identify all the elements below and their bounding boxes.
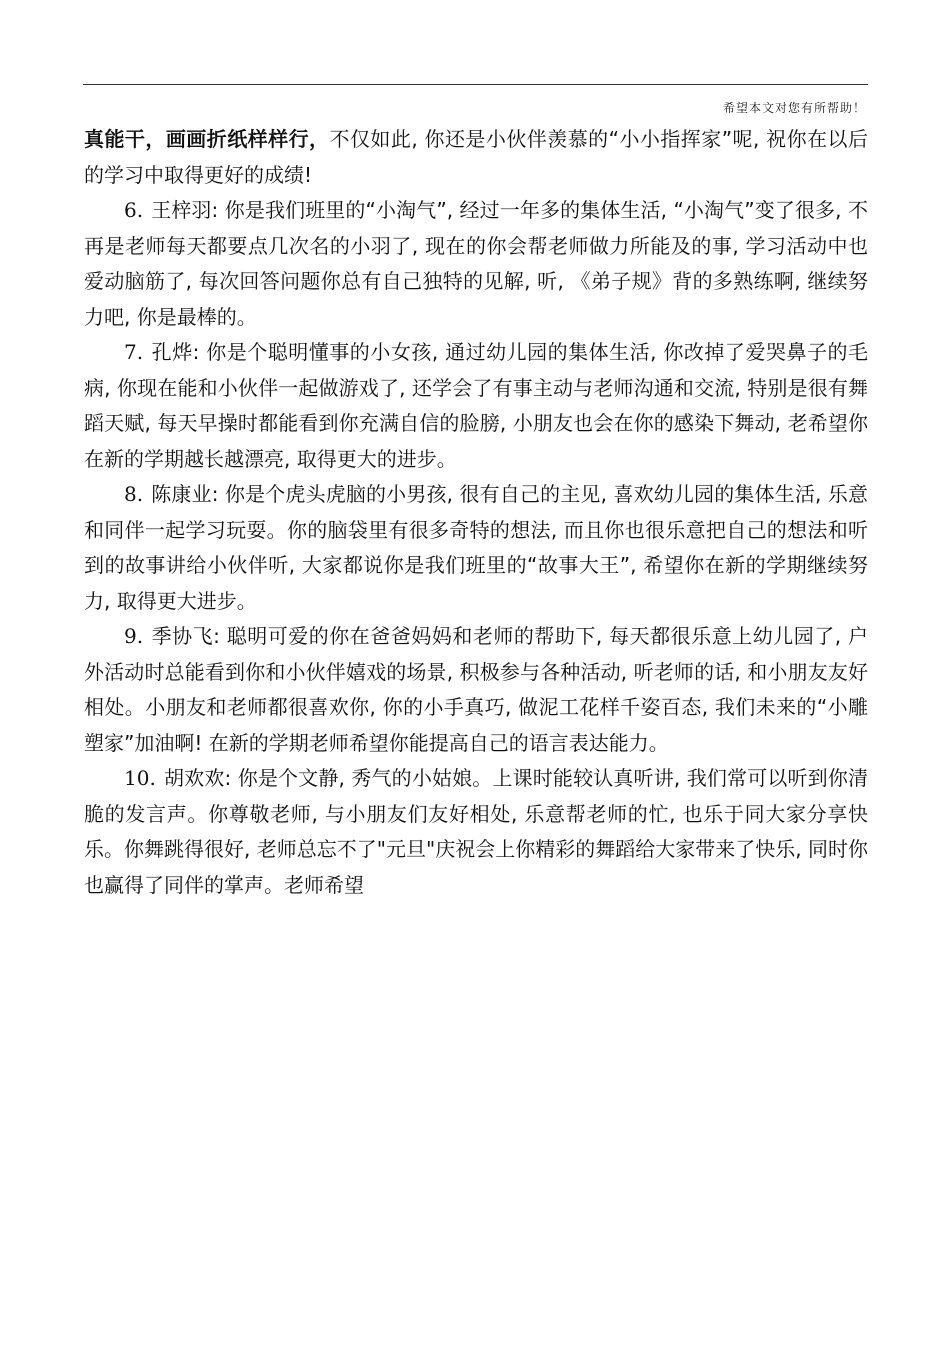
paragraph-item-8 [84,477,868,619]
paragraph-continuation [84,122,868,193]
paragraph-item-10 [84,761,868,903]
header-note: 希望本文对您有所帮助！ [722,101,866,115]
paragraph-number: 8. [124,482,144,506]
paragraph-text: 不仅如此, 你还是小伙伴羡慕的“小小指挥家”呢, 祝你在以后的学习中取得更好的成绩! [84,127,869,187]
header-rule [83,84,868,85]
paragraph-text: 孔烨: 你是个聪明懂事的小女孩, 通过幼儿园的集体生活, 你改掉了爱哭鼻子的毛病, 你现在能和小伙伴一起做游戏了, 还学会了有事主动与老师沟通和交流, 特别是很有舞蹈天赋, 每天早操时都能看到你充满自信的脸膀, 小朋友也会在你的感染下舞动, 老希望你在新的学期越长越漂亮, 取得更大的进步。 [84,340,868,471]
paragraph-item-6 [84,193,868,335]
paragraph-text: 王梓羽: 你是我们班里的“小淘气”, 经过一年多的集体生活, “小淘气”变了很多, 不再是老师每天都要点几次名的小羽了, 现在的你会帮老师做力所能及的事, 学习活动中也爱动脑筋了, 每次回答问题你总有自己独特的见解, 听, 《弟子规》背的多熟练啊, 继续努力吧, 你是最棒的。 [84,198,868,329]
paragraph-text: 陈康业: 你是个虎头虎脑的小男孩, 很有自己的主见, 喜欢幼儿园的集体生活, 乐意和同伴一起学习玩耍。你的脑袋里有很多奇特的想法, 而且你也很乐意把自己的想法和听到的故事讲给小伙伴听, 大家都说你是我们班里的“故事大王”, 希望你在新的学期继续努力, 取得更大进步。 [84,482,868,613]
paragraph-text: 胡欢欢: 你是个文静, 秀气的小姑娘。上课时能较认真听讲, 我们常可以听到你清脆的发言声。你尊敬老师, 与小朋友们友好相处, 乐意帮老师的忙, 也乐于同大家分享快乐。你舞跳得很好, 老师总忘不了"元旦"庆祝会上你精彩的舞蹈给大家带来了快乐, 同时你也赢得了同伴的掌声。老师希望 [84,766,868,897]
paragraph-number: 7. [124,340,144,364]
paragraph-text: 季协飞: 聪明可爱的你在爸爸妈妈和老师的帮助下, 每天都很乐意上幼儿园了, 户外活动时总能看到你和小伙伴嬉戏的场景, 积极参与各种活动, 听老师的话, 和小朋友友好相处。小朋友和老师都很喜欢你, 你的小手真巧, 做泥工花样千姿百态, 我们未来的“小雕塑家”加油啊! 在新的学期老师希望你能提高自己的语言表达能力。 [84,624,868,755]
paragraph-number: 9. [124,624,144,648]
paragraph-number: 10. [124,766,156,790]
paragraph-item-9 [84,619,868,761]
paragraph-item-7 [84,335,868,477]
paragraph-lead-text: 真能干，画画折纸样样行， [84,127,330,151]
paragraph-number: 6. [124,198,144,222]
document-body [84,122,868,903]
